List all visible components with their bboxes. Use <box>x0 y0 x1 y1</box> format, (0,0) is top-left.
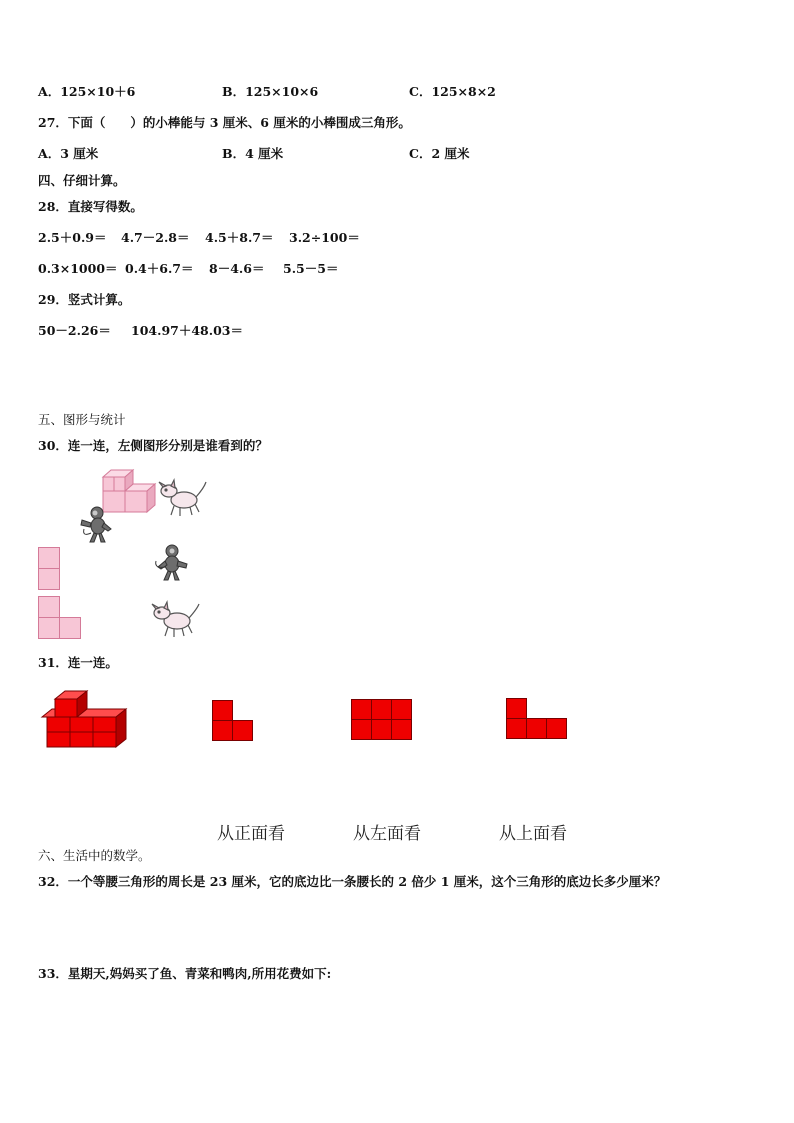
view-label-top: 从上面看 <box>499 824 567 844</box>
q29-item: 104.97＋48.03＝ <box>131 323 243 338</box>
section4-heading: 四、仔细计算。 <box>38 173 126 188</box>
q26-option-a: A．125×10＋6 <box>38 84 136 99</box>
view-shape-column <box>38 547 61 591</box>
section6-heading: 六、生活中的数学。 <box>38 848 151 863</box>
q27-option-a: A．3 厘米 <box>38 146 99 161</box>
q28-item: 0.4＋6.7＝ <box>125 261 194 276</box>
view-label-left: 从左面看 <box>353 824 421 844</box>
dog-icon <box>151 601 201 641</box>
q28-item: 3.2÷100＝ <box>289 230 360 245</box>
monkey-icon <box>150 543 190 583</box>
q32-stem: 32．一个等腰三角形的周长是 23 厘米，它的底边比一条腰长的 2 倍少 1 厘米，这个三角形的底边长多少厘米？ <box>38 874 667 889</box>
view-shape-l <box>38 596 83 641</box>
q28-item: 2.5＋0.9＝ <box>38 230 107 245</box>
q29-item: 50－2.26＝ <box>38 323 111 338</box>
red-block-solid <box>45 689 127 749</box>
dog-icon <box>158 478 208 518</box>
q30-stem: 30．连一连，左侧图形分别是谁看到的？ <box>38 438 268 453</box>
section5-heading: 五、图形与统计 <box>38 412 126 427</box>
q26-option-c: C．125×8×2 <box>409 84 496 99</box>
q33-stem: 33．星期天,妈妈买了鱼、青菜和鸭肉,所用花费如下: <box>38 966 332 981</box>
q28-item: 4.7－2.8＝ <box>121 230 190 245</box>
q28-item: 0.3×1000＝ <box>38 261 118 276</box>
q31-stem: 31．连一连。 <box>38 655 118 670</box>
red-view-shape-l <box>212 700 256 742</box>
q27-option-c: C．2 厘米 <box>409 146 470 161</box>
q29-stem: 29．竖式计算。 <box>38 292 131 307</box>
red-view-shape-grid <box>351 699 413 741</box>
q27-option-b: B．4 厘米 <box>222 146 284 161</box>
q27-stem: 27．下面（ ）的小棒能与 3 厘米、6 厘米的小棒围成三角形。 <box>38 115 411 130</box>
red-view-shape-step <box>506 698 570 740</box>
view-label-front: 从正面看 <box>217 824 285 844</box>
q28-item: 8－4.6＝ <box>209 261 265 276</box>
q28-item: 4.5＋8.7＝ <box>205 230 274 245</box>
q26-option-b: B．125×10×6 <box>222 84 319 99</box>
q28-stem: 28．直接写得数。 <box>38 199 143 214</box>
monkey-icon <box>78 505 116 545</box>
q28-item: 5.5－5＝ <box>283 261 339 276</box>
